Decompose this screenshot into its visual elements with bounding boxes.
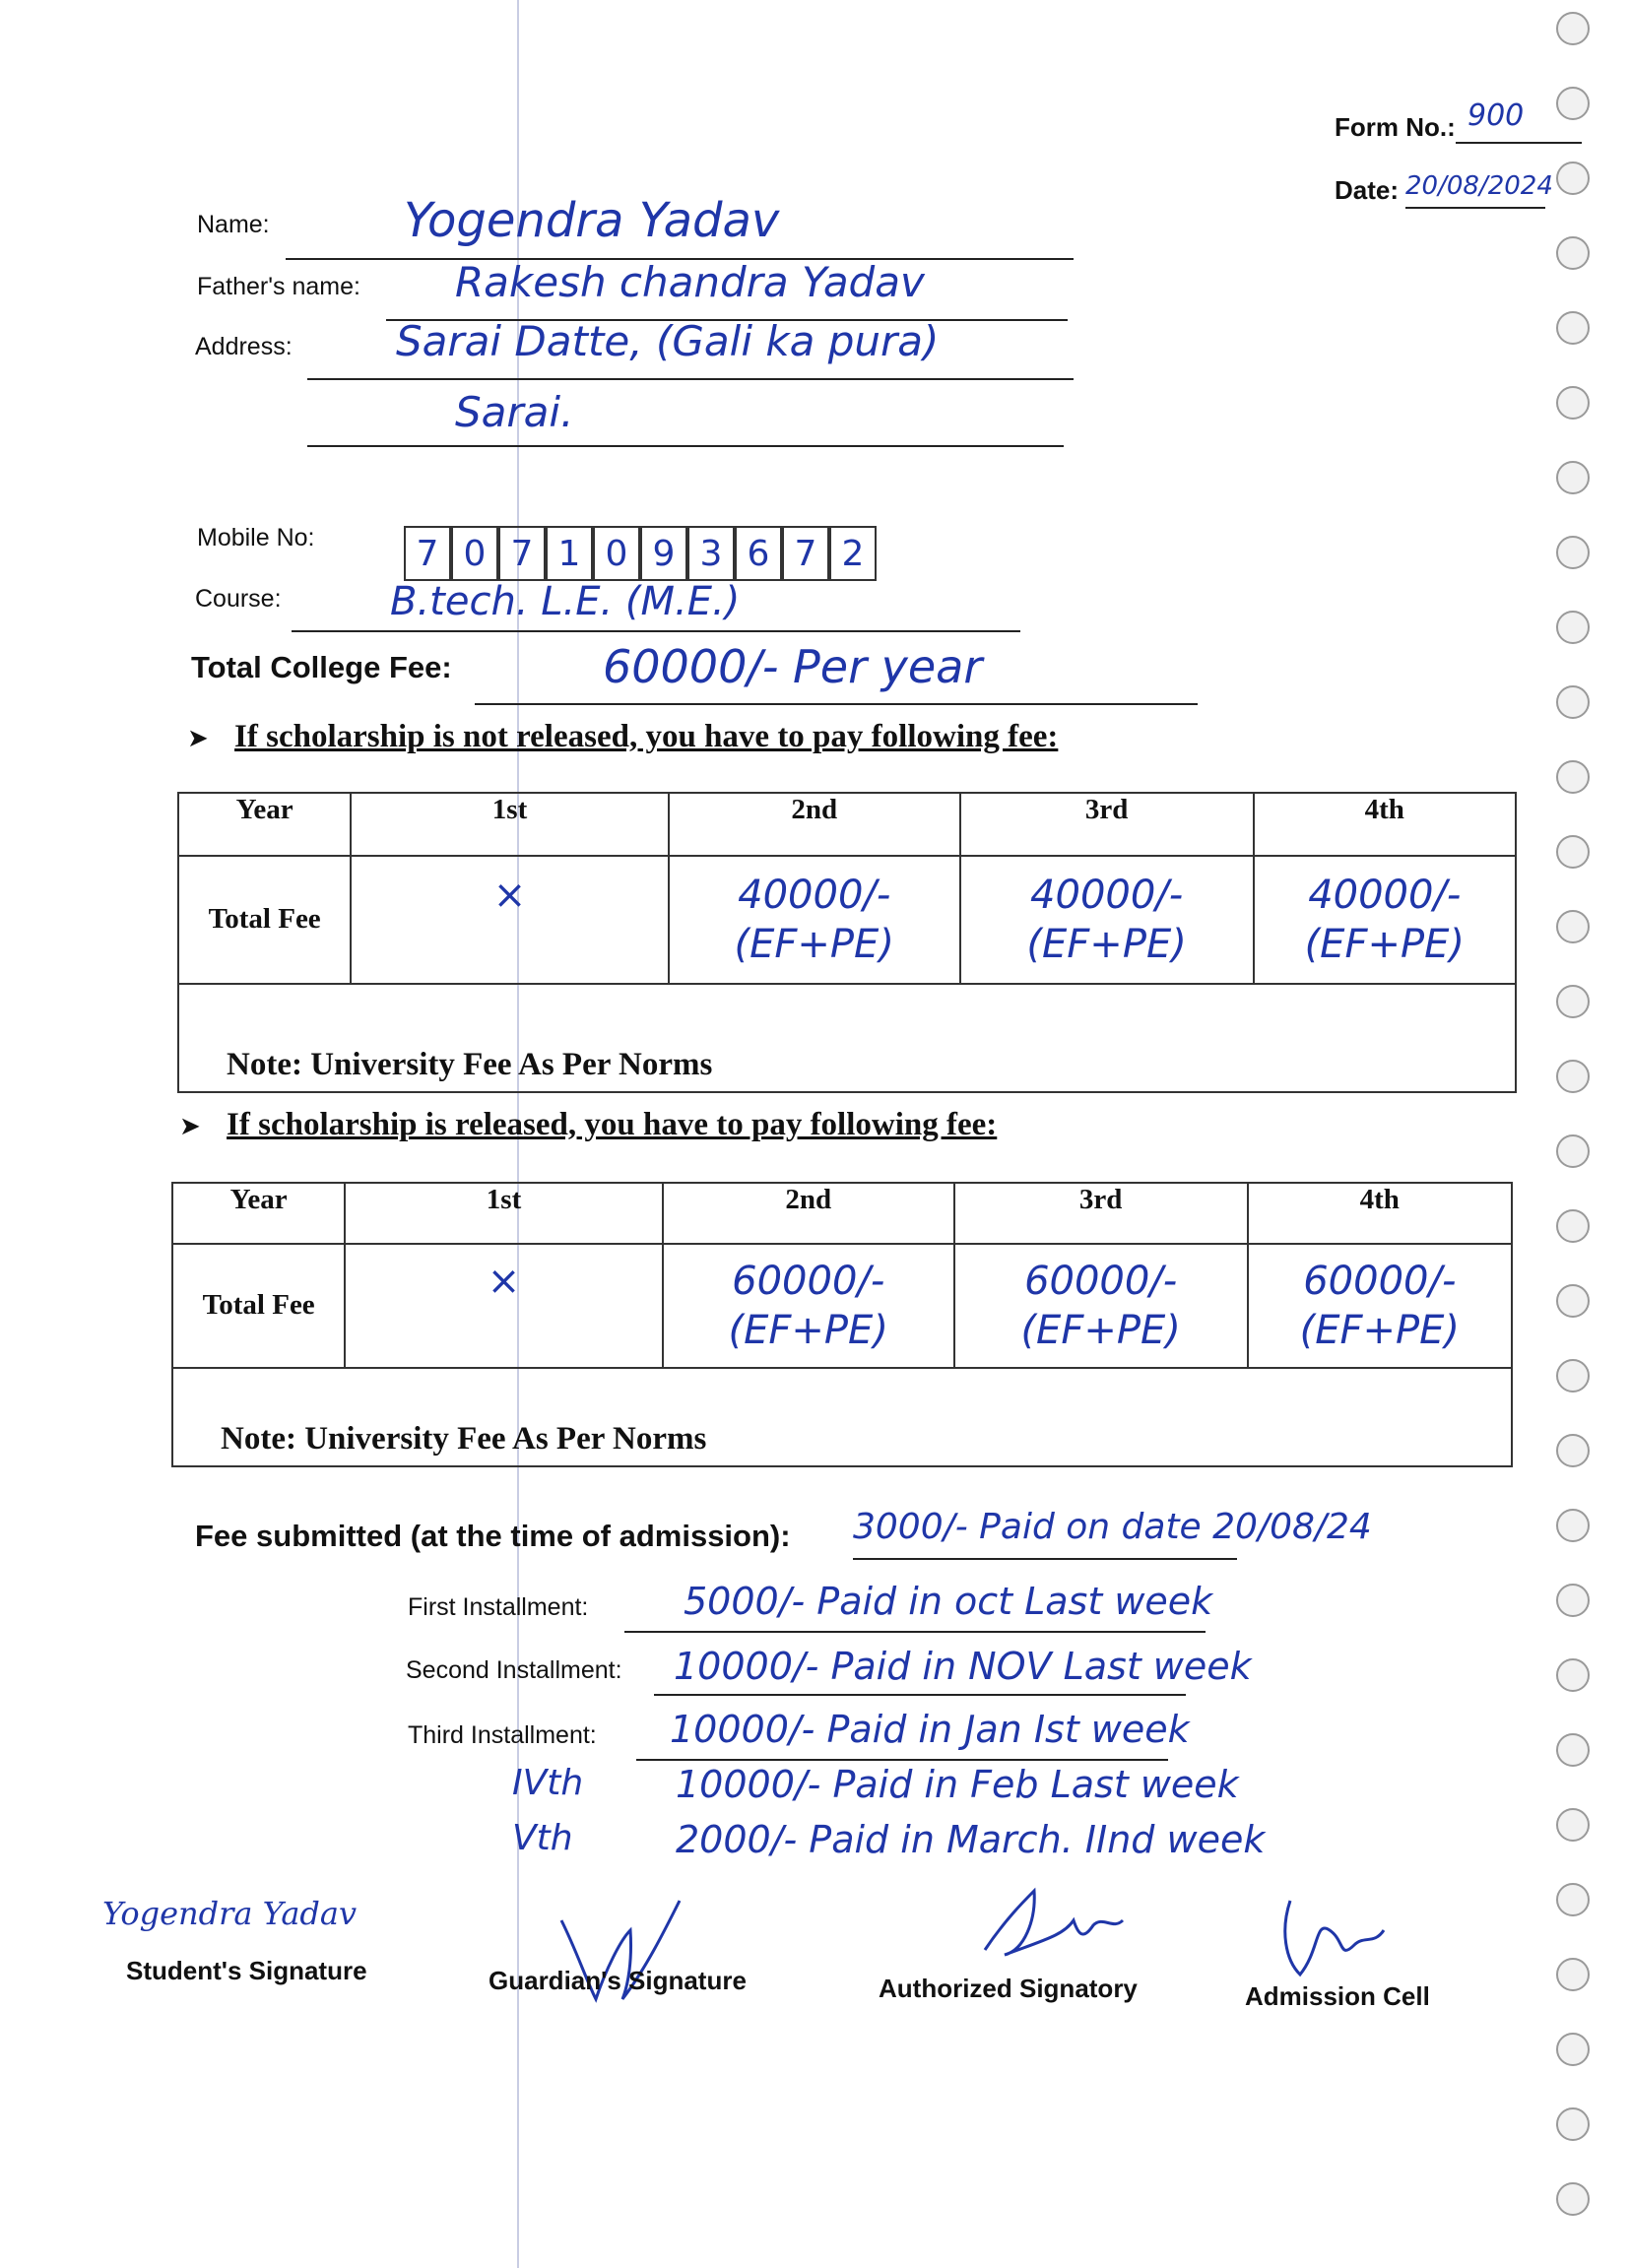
col-3rd: 3rd [954,1183,1248,1244]
address-line-2: Sarai. [307,388,1064,447]
fee-3rd: 40000/- (EF+PE) [960,856,1254,984]
col-year: Year [172,1183,345,1244]
father-name-value: Rakesh chandra Yadav [386,258,1068,321]
address-label: Address: [195,333,293,360]
fee-1st: × [345,1244,663,1368]
fee-2nd: 40000/- (EF+PE) [669,856,960,984]
second-installment-label: Second Installment: [406,1656,622,1684]
arrow-bullet-icon: ➤ [187,724,209,752]
mobile-digit: 2 [829,526,877,581]
mobile-number-boxes [404,526,877,581]
mobile-digit: 7 [404,526,451,581]
mobile-digit: 7 [498,526,546,581]
admission-fee-label: Fee submitted (at the time of admission): [195,1519,791,1553]
col-2nd: 2nd [669,793,960,856]
total-college-fee-label: Total College Fee: [191,650,452,684]
section2-heading [179,1107,997,1143]
fifth-installment-label: Vth [512,1818,573,1858]
total-college-fee-value: 60000/- Per year [475,640,1198,705]
col-2nd: 2nd [663,1183,954,1244]
form-no-value: 900 [1456,98,1582,144]
first-installment-value: 5000/- Paid in oct Last week [624,1580,1206,1633]
admission-fee-value: 3000/- Paid on date 20/08/24 [853,1507,1237,1560]
course-value: B.tech. L.E. (M.E.) [292,579,1020,632]
third-installment-value: 10000/- Paid in Jan Ist week [636,1708,1168,1761]
col-1st: 1st [351,793,669,856]
fourth-installment-value: 10000/- Paid in Feb Last week [676,1763,1239,1806]
note-university-fee: Note: University Fee As Per Norms [172,1368,1512,1466]
section1-heading [187,719,1058,755]
section1-heading-text: If scholarship is not released, you have to pay following fee: [234,719,1059,754]
father-name-label: Father's name: [197,273,360,300]
mobile-digit: 6 [735,526,782,581]
fee-table-no-scholarship [177,792,1517,1093]
name-label: Name: [197,211,270,238]
mobile-digit: 7 [782,526,829,581]
student-handwritten-signature: Yogendra Yadav [102,1895,358,1932]
row-total-fee: Total Fee [178,856,351,984]
mobile-label: Mobile No: [197,524,315,551]
guardian-signature-label: Guardian's Signature [489,1966,747,1995]
course-label: Course: [195,585,282,613]
mobile-digit: 0 [593,526,640,581]
address-line-1: Sarai Datte, (Gali ka pura) [307,317,1074,380]
fee-2nd: 60000/- (EF+PE) [663,1244,954,1368]
fifth-installment-value: 2000/- Paid in March. IInd week [676,1818,1266,1861]
fourth-installment-label: IVth [512,1763,584,1803]
col-4th: 4th [1254,793,1516,856]
date-value: 20/08/2024 [1405,171,1545,209]
fee-table-scholarship [171,1182,1513,1467]
col-year: Year [178,793,351,856]
mobile-digit: 0 [451,526,498,581]
first-installment-label: First Installment: [408,1593,589,1621]
date-label: Date: [1335,175,1400,205]
col-1st: 1st [345,1183,663,1244]
col-3rd: 3rd [960,793,1254,856]
col-4th: 4th [1248,1183,1512,1244]
student-signature-label: Student's Signature [126,1956,367,1985]
mobile-digit: 3 [687,526,735,581]
third-installment-label: Third Installment: [408,1721,597,1749]
name-value: Yogendra Yadav [286,193,1074,260]
admission-cell-signature-mark [1261,1891,1399,1989]
section2-heading-text: If scholarship is released, you have to pay following fee: [227,1107,998,1142]
mobile-digit: 1 [546,526,593,581]
mobile-digit: 9 [640,526,687,581]
admission-cell-label: Admission Cell [1245,1981,1430,2011]
note-university-fee: Note: University Fee As Per Norms [178,984,1516,1092]
fee-3rd: 60000/- (EF+PE) [954,1244,1248,1368]
fee-4th: 40000/- (EF+PE) [1254,856,1516,984]
second-installment-value: 10000/- Paid in NOV Last week [654,1645,1186,1696]
row-total-fee: Total Fee [172,1244,345,1368]
authorized-signature-mark [965,1881,1142,1970]
arrow-bullet-icon: ➤ [179,1112,201,1140]
fee-1st: × [351,856,669,984]
fee-4th: 60000/- (EF+PE) [1248,1244,1512,1368]
form-no-label: Form No.: [1335,112,1456,142]
authorized-signatory-label: Authorized Signatory [879,1974,1138,2003]
